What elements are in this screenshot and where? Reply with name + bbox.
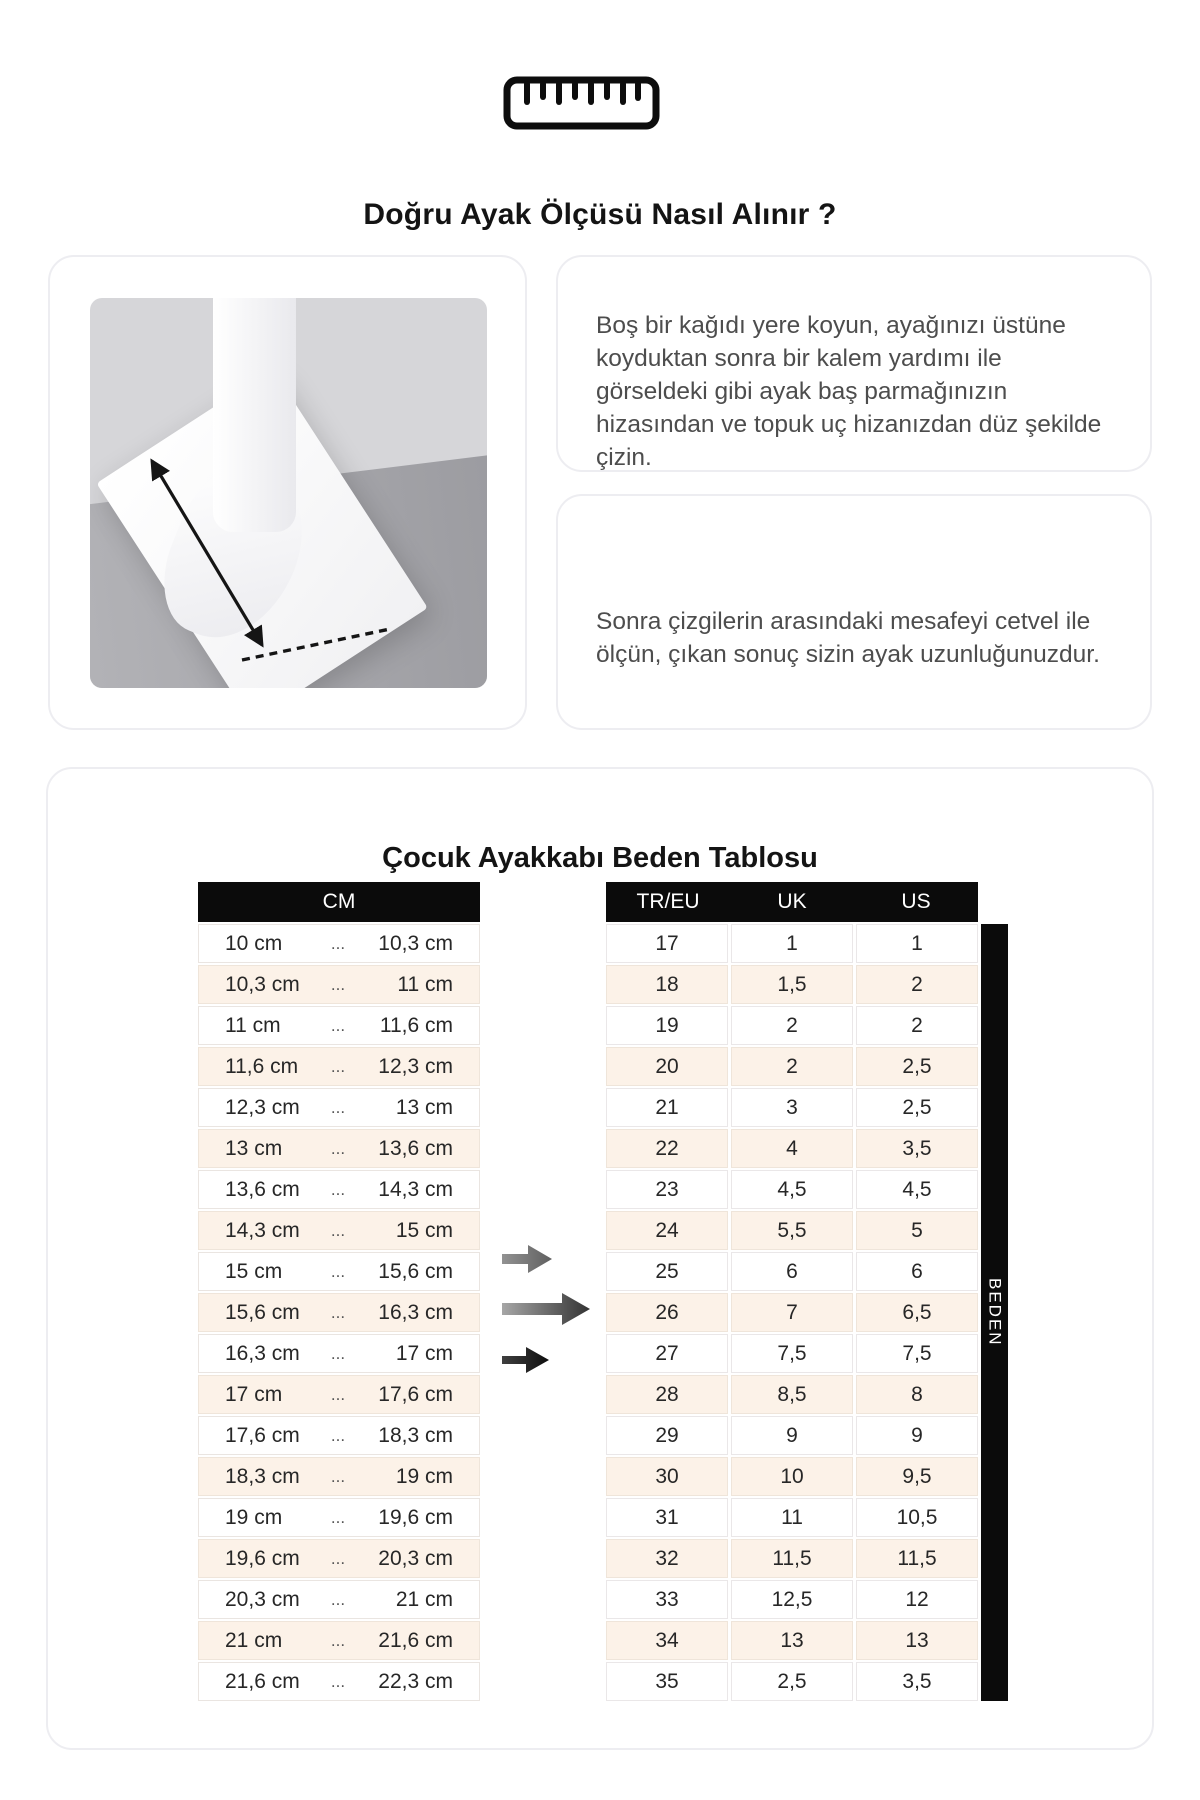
intl-table-header	[606, 882, 978, 922]
uk-size-cell: 1	[731, 924, 853, 963]
uk-size-cell: 2,5	[731, 1662, 853, 1701]
tr-eu-size-cell: 28	[606, 1375, 728, 1414]
cm-max-value: 22,3 cm	[378, 1669, 453, 1693]
cm-range-table	[198, 882, 480, 1703]
cm-max-value: 11 cm	[397, 972, 453, 996]
range-dots: ...	[330, 974, 346, 994]
us-size-cell: 1	[856, 924, 978, 963]
tr-eu-size-cell: 17	[606, 924, 728, 963]
us-size-cell: 6,5	[856, 1293, 978, 1332]
cm-max-value: 11,6 cm	[379, 1013, 453, 1037]
range-dots: ...	[330, 1056, 346, 1076]
cm-min-value: 15,6 cm	[225, 1300, 300, 1324]
uk-size-cell: 11,5	[731, 1539, 853, 1578]
tr-eu-size-cell: 27	[606, 1334, 728, 1373]
cm-table-row	[198, 1580, 480, 1619]
cm-table-row	[198, 1621, 480, 1660]
cm-max-value: 15,6 cm	[378, 1259, 453, 1283]
cm-min-value: 15 cm	[225, 1259, 283, 1283]
instruction-step-1-text: Boş bir kağıdı yere koyun, ayağınızı üstüne koyduktan sonra bir kalem yardımı ile görseldeki gibi ayak baş parmağınızın hizasından ve topuk uç hizanızdan düz şekilde çizin.	[596, 311, 1102, 471]
us-size-cell: 12	[856, 1580, 978, 1619]
us-size-cell: 2,5	[856, 1088, 978, 1127]
range-dots: ...	[330, 1507, 346, 1527]
cm-table-row	[198, 1293, 480, 1332]
tr-eu-size-cell: 20	[606, 1047, 728, 1086]
tr-eu-size-cell: 35	[606, 1662, 728, 1701]
tr-eu-size-cell: 31	[606, 1498, 728, 1537]
cm-min-value: 16,3 cm	[225, 1341, 300, 1365]
cm-min-value: 21 cm	[225, 1628, 283, 1652]
range-dots: ...	[330, 1466, 346, 1486]
uk-size-cell: 5,5	[731, 1211, 853, 1250]
uk-size-cell: 7,5	[731, 1334, 853, 1373]
uk-size-cell: 2	[731, 1047, 853, 1086]
range-dots: ...	[330, 1548, 346, 1568]
cm-table-row	[198, 1662, 480, 1701]
us-size-cell: 9,5	[856, 1457, 978, 1496]
tr-eu-size-cell: 23	[606, 1170, 728, 1209]
page-title: Doğru Ayak Ölçüsü Nasıl Alınır ?	[363, 198, 837, 232]
uk-size-cell: 1,5	[731, 965, 853, 1004]
range-dots: ...	[330, 1097, 346, 1117]
us-size-cell: 7,5	[856, 1334, 978, 1373]
tr-eu-size-cell: 34	[606, 1621, 728, 1660]
cm-max-value: 21 cm	[395, 1587, 453, 1611]
tr-eu-size-cell: 18	[606, 965, 728, 1004]
cm-table-row	[198, 1334, 480, 1373]
us-size-cell: 11,5	[856, 1539, 978, 1578]
measurement-photo-card	[48, 255, 527, 730]
cm-min-value: 19 cm	[225, 1505, 283, 1529]
cm-table-row	[198, 1129, 480, 1168]
tr-eu-size-cell: 19	[606, 1006, 728, 1045]
cm-max-value: 19 cm	[395, 1464, 453, 1488]
cm-max-value: 17 cm	[395, 1341, 453, 1365]
cm-table-row	[198, 924, 480, 963]
range-dots: ...	[330, 1589, 346, 1609]
tr-eu-size-cell: 29	[606, 1416, 728, 1455]
cm-max-value: 13,6 cm	[378, 1136, 453, 1160]
cm-min-value: 19,6 cm	[225, 1546, 300, 1570]
cm-table-row	[198, 1498, 480, 1537]
cm-min-value: 10,3 cm	[225, 972, 300, 996]
us-size-cell: 4,5	[856, 1170, 978, 1209]
us-size-cell: 9	[856, 1416, 978, 1455]
range-dots: ...	[330, 1261, 346, 1281]
cm-min-value: 11,6 cm	[225, 1054, 299, 1078]
us-size-cell: 2	[856, 965, 978, 1004]
cm-max-value: 17,6 cm	[378, 1382, 453, 1406]
cm-table-row	[198, 1539, 480, 1578]
cm-max-value: 10,3 cm	[378, 931, 453, 955]
cm-min-value: 20,3 cm	[225, 1587, 300, 1611]
range-dots: ...	[330, 1425, 346, 1445]
us-size-cell: 2,5	[856, 1047, 978, 1086]
uk-size-cell: 12,5	[731, 1580, 853, 1619]
range-dots: ...	[330, 1384, 346, 1404]
cm-table-row	[198, 1211, 480, 1250]
uk-size-cell: 9	[731, 1416, 853, 1455]
instruction-step-2-box	[556, 494, 1152, 730]
cm-min-value: 17,6 cm	[225, 1423, 300, 1447]
cm-max-value: 13 cm	[395, 1095, 453, 1119]
tr-eu-size-cell: 25	[606, 1252, 728, 1291]
range-dots: ...	[330, 1220, 346, 1240]
cm-max-value: 15 cm	[395, 1218, 453, 1242]
us-size-cell: 5	[856, 1211, 978, 1250]
us-size-cell: 6	[856, 1252, 978, 1291]
cm-min-value: 13 cm	[225, 1136, 283, 1160]
uk-size-cell: 13	[731, 1621, 853, 1660]
range-dots: ...	[330, 1015, 346, 1035]
cm-table-row	[198, 1416, 480, 1455]
range-dots: ...	[330, 1138, 346, 1158]
uk-size-cell: 7	[731, 1293, 853, 1332]
cm-min-value: 11 cm	[225, 1013, 281, 1037]
measure-arrow-icon	[90, 298, 487, 688]
cm-min-value: 21,6 cm	[225, 1669, 300, 1693]
instruction-step-1-box	[556, 255, 1152, 472]
uk-size-cell: 2	[731, 1006, 853, 1045]
cm-min-value: 12,3 cm	[225, 1095, 300, 1119]
range-dots: ...	[330, 1630, 346, 1650]
range-dots: ...	[330, 1343, 346, 1363]
cm-table-row	[198, 965, 480, 1004]
intl-column-header: UK	[777, 890, 807, 913]
beden-side-label	[981, 924, 1008, 1701]
us-size-cell: 3,5	[856, 1662, 978, 1701]
size-table-title: Çocuk Ayakkabı Beden Tablosu	[382, 842, 818, 875]
cm-table-row	[198, 1457, 480, 1496]
cm-min-value: 18,3 cm	[225, 1464, 300, 1488]
tr-eu-size-cell: 24	[606, 1211, 728, 1250]
tr-eu-size-cell: 26	[606, 1293, 728, 1332]
cm-min-value: 14,3 cm	[225, 1218, 300, 1242]
cm-table-rows	[198, 924, 480, 1701]
cm-table-row	[198, 1006, 480, 1045]
intl-column-header: US	[901, 890, 931, 913]
instruction-step-2-text: Sonra çizgilerin arasındaki mesafeyi cetvel ile ölçün, çıkan sonuç sizin ayak uzunluğunuzdur.	[596, 607, 1100, 668]
intl-table-rows	[606, 924, 978, 1701]
ruler-icon	[503, 74, 660, 132]
us-size-cell: 2	[856, 1006, 978, 1045]
cm-max-value: 21,6 cm	[378, 1628, 453, 1652]
cm-table-row	[198, 1170, 480, 1209]
uk-size-cell: 4	[731, 1129, 853, 1168]
cm-table-row	[198, 1375, 480, 1414]
tr-eu-size-cell: 32	[606, 1539, 728, 1578]
intl-size-table	[606, 882, 978, 1701]
tr-eu-size-cell: 30	[606, 1457, 728, 1496]
cm-max-value: 20,3 cm	[378, 1546, 453, 1570]
uk-size-cell: 3	[731, 1088, 853, 1127]
range-dots: ...	[330, 1671, 346, 1691]
uk-size-cell: 4,5	[731, 1170, 853, 1209]
cm-min-value: 13,6 cm	[225, 1177, 300, 1201]
cm-min-value: 17 cm	[225, 1382, 283, 1406]
cm-table-row	[198, 1252, 480, 1291]
uk-size-cell: 6	[731, 1252, 853, 1291]
cm-max-value: 14,3 cm	[378, 1177, 453, 1201]
cm-max-value: 18,3 cm	[378, 1423, 453, 1447]
intl-column-header: TR/EU	[636, 890, 700, 913]
us-size-cell: 8	[856, 1375, 978, 1414]
tr-eu-size-cell: 21	[606, 1088, 728, 1127]
cm-table-header: CM	[198, 882, 480, 922]
us-size-cell: 13	[856, 1621, 978, 1660]
us-size-cell: 10,5	[856, 1498, 978, 1537]
foot-measurement-photo	[90, 298, 487, 688]
range-dots: ...	[330, 1179, 346, 1199]
cm-max-value: 12,3 cm	[378, 1054, 453, 1078]
cm-max-value: 19,6 cm	[378, 1505, 453, 1529]
cm-min-value: 10 cm	[225, 931, 283, 955]
us-size-cell: 3,5	[856, 1129, 978, 1168]
uk-size-cell: 10	[731, 1457, 853, 1496]
cm-table-row	[198, 1047, 480, 1086]
uk-size-cell: 11	[731, 1498, 853, 1537]
tr-eu-size-cell: 22	[606, 1129, 728, 1168]
range-dots: ...	[330, 933, 346, 953]
range-dots: ...	[330, 1302, 346, 1322]
cm-table-row	[198, 1088, 480, 1127]
cm-max-value: 16,3 cm	[378, 1300, 453, 1324]
mapping-arrows-icon	[500, 1243, 596, 1383]
uk-size-cell: 8,5	[731, 1375, 853, 1414]
tr-eu-size-cell: 33	[606, 1580, 728, 1619]
beden-label-text: BEDEN	[985, 1278, 1005, 1347]
